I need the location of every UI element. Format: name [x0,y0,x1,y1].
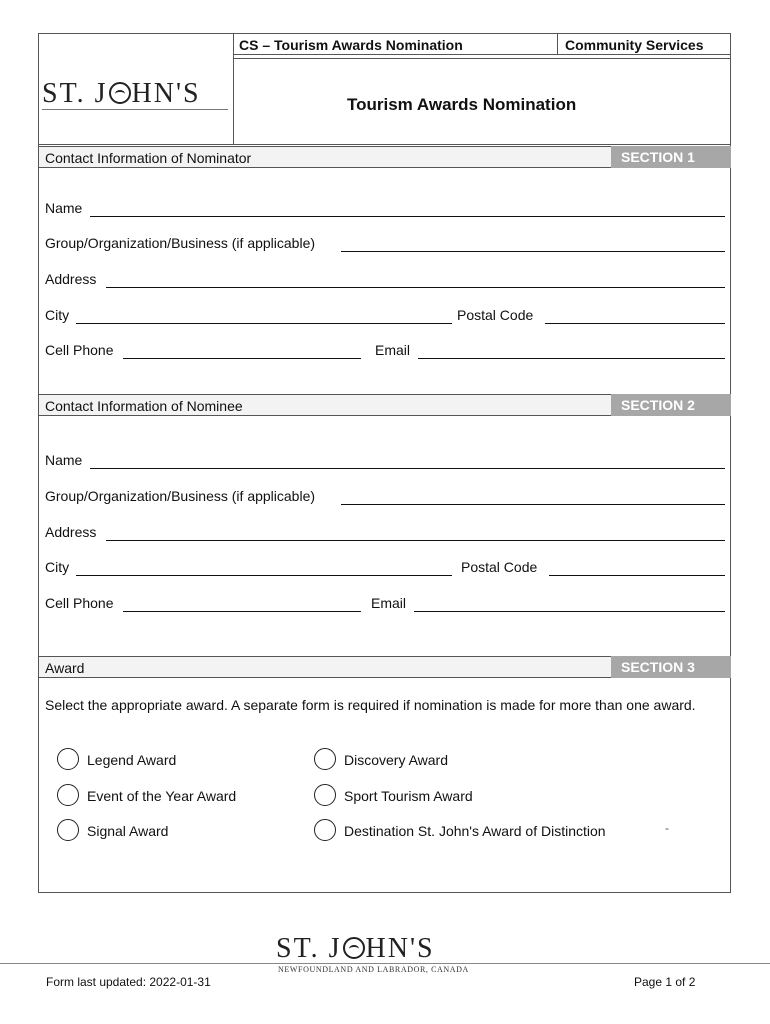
nominee-org-field[interactable] [341,504,725,505]
nominator-name-field[interactable] [90,216,725,217]
form-title: Tourism Awards Nomination [347,95,577,114]
nominee-contact-row [45,595,725,615]
postal-label: Postal Code [457,307,534,323]
cell-label: Cell Phone [45,595,114,611]
form-code: CS – Tourism Awards Nomination [239,37,463,53]
footer-logo: ST. J HN'S [276,933,435,964]
footer-logo-subtitle: NEWFOUNDLAND AND LABRADOR, CANADA [278,965,469,974]
st-johns-logo: ST. J HN'S [42,78,201,109]
nominee-email-field[interactable] [414,611,725,612]
nominee-cell-field[interactable] [123,611,361,612]
nominator-postal-field[interactable] [545,323,725,324]
nominee-city-row [45,559,725,579]
nominee-address-row [45,524,725,544]
email-label: Email [375,342,411,358]
nominee-postal-field[interactable] [549,575,725,576]
sport-award-radio[interactable] [314,784,336,806]
address-label: Address [45,524,97,540]
section-1-title: Contact Information of Nominator [45,150,252,166]
legend-award-label: Legend Award [87,752,177,768]
nominator-cell-field[interactable] [123,358,361,359]
nominator-email-field[interactable] [418,358,725,359]
signal-award-label: Signal Award [87,823,169,839]
page-number: Page 1 of 2 [634,975,696,989]
section-1-header [39,146,731,168]
event-award-label: Event of the Year Award [87,788,237,804]
footer-rule [0,963,770,964]
nomination-form [38,33,731,893]
destination-award-label: Destination St. John's Award of Distinction [344,823,606,839]
section-2-header [39,394,731,416]
discovery-award-radio[interactable] [314,748,336,770]
footer-logo-wave-icon [343,937,365,959]
section-3-header [39,656,731,678]
legend-award-radio[interactable] [57,748,79,770]
nominee-city-field[interactable] [76,575,452,576]
section-2-tag: SECTION 2 [611,394,731,416]
form-updated-date: Form last updated: 2022-01-31 [46,975,211,989]
nominator-city-row [45,307,725,327]
department-name: Community Services [557,34,732,55]
signal-award-radio[interactable] [57,819,79,841]
nominator-address-row [45,271,725,291]
award-instructions: Select the appropriate award. A separate form is required if nomination is made for more than one award. [45,697,696,713]
nominator-org-row [45,235,725,255]
city-label: City [45,559,70,575]
nominee-name-row [45,452,725,472]
nominator-city-field[interactable] [76,323,452,324]
section-2-title: Contact Information of Nominee [45,398,243,414]
stray-mark: - [665,821,669,835]
cell-label: Cell Phone [45,342,114,358]
section-1-tag: SECTION 1 [611,146,731,168]
nominee-org-row [45,488,725,508]
name-label: Name [45,200,83,216]
email-label: Email [371,595,407,611]
logo-wave-icon [109,82,131,104]
destination-award-radio[interactable] [314,819,336,841]
nominator-name-row [45,200,725,220]
header-top-row [233,34,731,55]
event-award-radio[interactable] [57,784,79,806]
nominator-org-field[interactable] [341,251,725,252]
nominator-address-field[interactable] [106,287,725,288]
section-3-tag: SECTION 3 [611,656,731,678]
nominee-address-field[interactable] [106,540,725,541]
nominator-contact-row [45,342,725,362]
org-label: Group/Organization/Business (if applicable) [45,488,316,504]
discovery-award-label: Discovery Award [344,752,449,768]
section-3-title: Award [45,660,85,676]
address-label: Address [45,271,97,287]
postal-label: Postal Code [461,559,538,575]
name-label: Name [45,452,83,468]
logo-cell [39,34,233,144]
org-label: Group/Organization/Business (if applicable) [45,235,316,251]
nominee-name-field[interactable] [90,468,725,469]
city-label: City [45,307,70,323]
sport-award-label: Sport Tourism Award [344,788,473,804]
